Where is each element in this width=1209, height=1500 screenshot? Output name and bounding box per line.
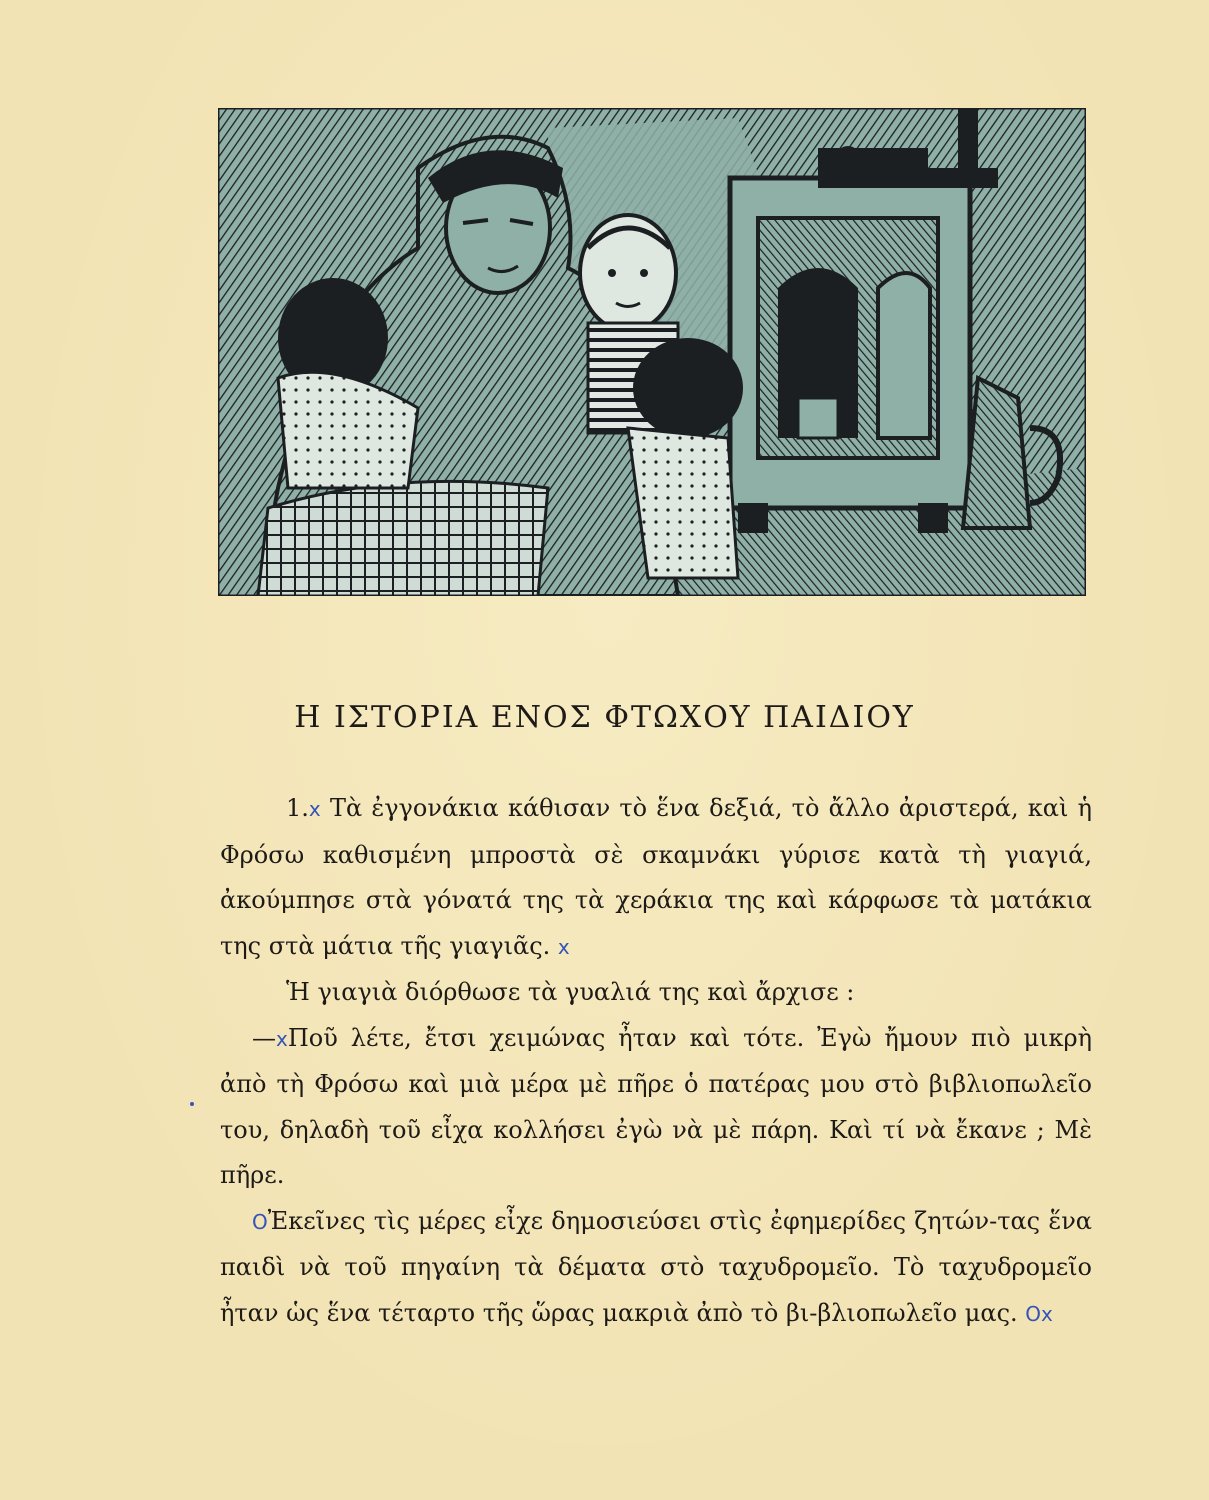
handwritten-mark: O	[252, 1209, 268, 1234]
handwritten-mark: x	[308, 797, 321, 821]
paragraph-3	[220, 1016, 1092, 1199]
paragraph-text: Ποῦ λέτε, ἔτσι χειμώνας ἦταν καὶ τότε. Ἐγὼ ἤμουν πιὸ μικρὴ ἀπὸ τὴ Φρόσω καὶ μιὰ μέρα μὲ πῆρε ὁ πατέρας μου στὸ βιβλιοπωλεῖο του, δηλαδὴ τοῦ εἶχα κολλήσει ἐγὼ νὰ μὲ πάρη. Καὶ τί νὰ ἔκανε ; Μὲ πῆρε.	[220, 1023, 1092, 1189]
chapter-title: Η ΙΣΤΟΡΙΑ ΕΝΟΣ ΦΤΩΧΟΥ ΠΑΙΔΙΟΥ	[294, 700, 915, 735]
woodcut-illustration	[218, 108, 1086, 596]
paragraph-4	[220, 1199, 1092, 1338]
paragraph-1	[220, 786, 1092, 970]
handwritten-mark: Ox	[1025, 1301, 1053, 1326]
paragraph-number: 1.	[286, 794, 309, 822]
dialogue-dash: —	[252, 1023, 276, 1052]
paragraph-text: Τὰ ἐγγονάκια κάθισαν τὸ ἕνα δεξιά, τὸ ἄλλο ἀριστερά, καὶ ἡ Φρόσω καθισμένη μπροστὰ σὲ σκαμνάκι γύρισε κατὰ τὴ γιαγιά, ἀκούμπησε στὰ γόνατά της τὰ χεράκια της καὶ κάρφωσε τὰ ματάκια της στὰ μάτια τῆς γιαγιᾶς.	[220, 794, 1092, 960]
paragraph-2	[220, 970, 1092, 1016]
body-text	[220, 786, 1092, 1337]
paragraph-text: Ἡ γιαγιὰ διόρθωσε τὰ γυαλιά της καὶ ἄρχισε :	[286, 978, 855, 1006]
child-right	[628, 338, 743, 578]
handwritten-mark: x	[557, 934, 570, 959]
paragraph-text: Ἐκεῖνες τὶς μέρες εἶχε δημοσιεύσει στὶς ἐφημερίδες ζητών-τας ἕνα παιδὶ νὰ τοῦ πηγαίνη τὰ δέματα στὸ ταχυδρομεῖο. Τὸ ταχυδρομεῖο ἦταν ὡς ἕνα τέταρτο τῆς ὥρας μακριὰ ἀπὸ τὸ βι-βλιοπωλεῖο μας.	[220, 1206, 1092, 1327]
handwritten-mark: x	[276, 1026, 288, 1051]
margin-ink-dot	[190, 1102, 194, 1106]
